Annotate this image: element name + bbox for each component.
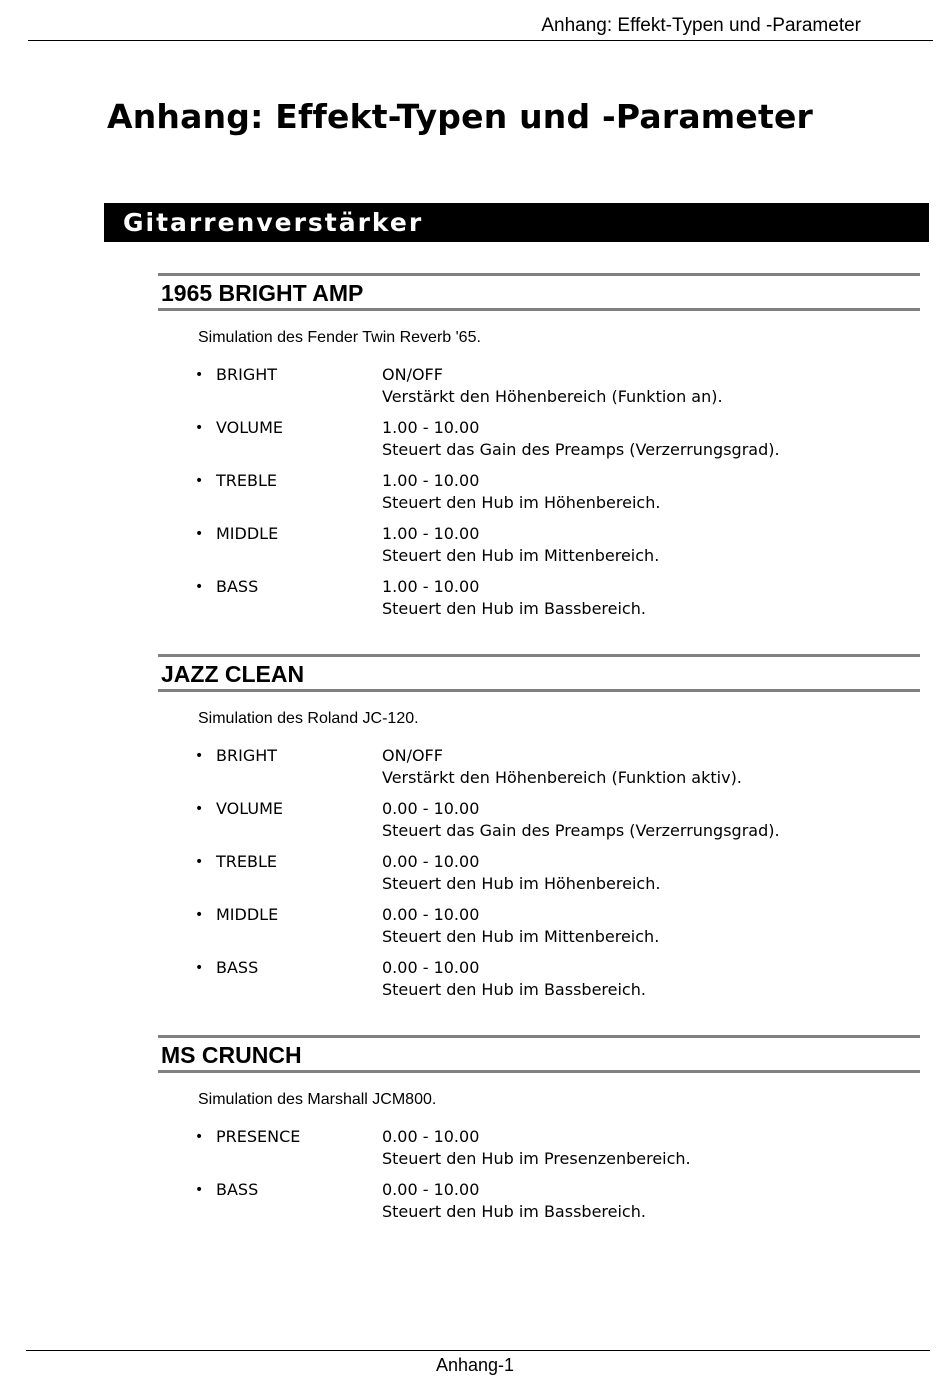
section-1965-bright-amp xyxy=(158,273,920,629)
parameter-name: VOLUME xyxy=(216,418,283,437)
bullet-icon: • xyxy=(195,1129,204,1145)
parameter-range: 1.00 - 10.00 xyxy=(382,471,480,490)
parameter-name: BRIGHT xyxy=(216,365,278,384)
parameter-item xyxy=(158,417,920,470)
bullet-icon: • xyxy=(195,960,204,976)
parameter-name: PRESENCE xyxy=(216,1127,301,1146)
header-rule xyxy=(28,40,933,41)
parameter-item xyxy=(158,904,920,957)
parameter-description: Steuert den Hub im Presenzenbereich. xyxy=(382,1149,691,1168)
parameter-item xyxy=(158,523,920,576)
parameter-description: Steuert den Hub im Mittenbereich. xyxy=(382,546,660,565)
parameter-name: MIDDLE xyxy=(216,524,279,543)
page-number: Anhang-1 xyxy=(435,1355,515,1375)
parameter-range: 0.00 - 10.00 xyxy=(382,852,480,871)
parameter-description: Steuert das Gain des Preamps (Verzerrungsgrad). xyxy=(382,440,780,459)
parameter-range: ON/OFF xyxy=(382,746,443,765)
section-heading: 1965 BRIGHT AMP xyxy=(158,273,920,311)
parameter-description: Steuert den Hub im Höhenbereich. xyxy=(382,874,661,893)
parameter-range: 0.00 - 10.00 xyxy=(382,905,480,924)
parameter-item xyxy=(158,1126,920,1179)
parameter-range: 0.00 - 10.00 xyxy=(382,958,480,977)
footer-rule xyxy=(26,1350,930,1351)
parameter-name: BASS xyxy=(216,1180,259,1199)
parameter-description: Steuert den Hub im Bassbereich. xyxy=(382,599,646,618)
parameter-name: BASS xyxy=(216,577,259,596)
parameter-range: 1.00 - 10.00 xyxy=(382,577,480,596)
parameter-item xyxy=(158,745,920,798)
parameter-list xyxy=(158,364,920,629)
bullet-icon: • xyxy=(195,1182,204,1198)
parameter-item xyxy=(158,1179,920,1232)
parameter-range: 0.00 - 10.00 xyxy=(382,799,480,818)
section-description: Simulation des Roland JC-120. xyxy=(198,710,419,727)
parameter-list xyxy=(158,745,920,1010)
bullet-icon: • xyxy=(195,526,204,542)
parameter-description: Steuert das Gain des Preamps (Verzerrungsgrad). xyxy=(382,821,780,840)
section-description: Simulation des Fender Twin Reverb '65. xyxy=(198,329,481,346)
page-title: Anhang: Effekt-Typen und -Parameter xyxy=(107,97,813,136)
parameter-name: MIDDLE xyxy=(216,905,279,924)
parameter-item xyxy=(158,470,920,523)
parameter-item xyxy=(158,798,920,851)
section-description: Simulation des Marshall JCM800. xyxy=(198,1091,437,1108)
bullet-icon: • xyxy=(195,801,204,817)
parameter-name: TREBLE xyxy=(216,471,277,490)
parameter-name: TREBLE xyxy=(216,852,277,871)
chapter-heading: Gitarrenverstärker xyxy=(104,203,929,242)
parameter-range: 0.00 - 10.00 xyxy=(382,1127,480,1146)
section-heading: JAZZ CLEAN xyxy=(158,654,920,692)
parameter-range: 1.00 - 10.00 xyxy=(382,418,480,437)
running-header: Anhang: Effekt-Typen und -Parameter xyxy=(541,15,861,36)
section-jazz-clean xyxy=(158,654,920,1010)
parameter-range: 1.00 - 10.00 xyxy=(382,524,480,543)
parameter-name: BRIGHT xyxy=(216,746,278,765)
section-heading: MS CRUNCH xyxy=(158,1035,920,1073)
parameter-description: Steuert den Hub im Bassbereich. xyxy=(382,980,646,999)
parameter-name: VOLUME xyxy=(216,799,283,818)
parameter-description: Steuert den Hub im Höhenbereich. xyxy=(382,493,661,512)
parameter-range: 0.00 - 10.00 xyxy=(382,1180,480,1199)
bullet-icon: • xyxy=(195,907,204,923)
section-ms-crunch xyxy=(158,1035,920,1232)
parameter-description: Steuert den Hub im Mittenbereich. xyxy=(382,927,660,946)
bullet-icon: • xyxy=(195,579,204,595)
parameter-description: Verstärkt den Höhenbereich (Funktion aktiv). xyxy=(382,768,742,787)
parameter-item xyxy=(158,364,920,417)
parameter-list xyxy=(158,1126,920,1232)
bullet-icon: • xyxy=(195,367,204,383)
parameter-description: Verstärkt den Höhenbereich (Funktion an). xyxy=(382,387,723,406)
bullet-icon: • xyxy=(195,854,204,870)
parameter-range: ON/OFF xyxy=(382,365,443,384)
parameter-item xyxy=(158,851,920,904)
parameter-name: BASS xyxy=(216,958,259,977)
parameter-item xyxy=(158,576,920,629)
bullet-icon: • xyxy=(195,748,204,764)
parameter-description: Steuert den Hub im Bassbereich. xyxy=(382,1202,646,1221)
parameter-item xyxy=(158,957,920,1010)
bullet-icon: • xyxy=(195,420,204,436)
bullet-icon: • xyxy=(195,473,204,489)
